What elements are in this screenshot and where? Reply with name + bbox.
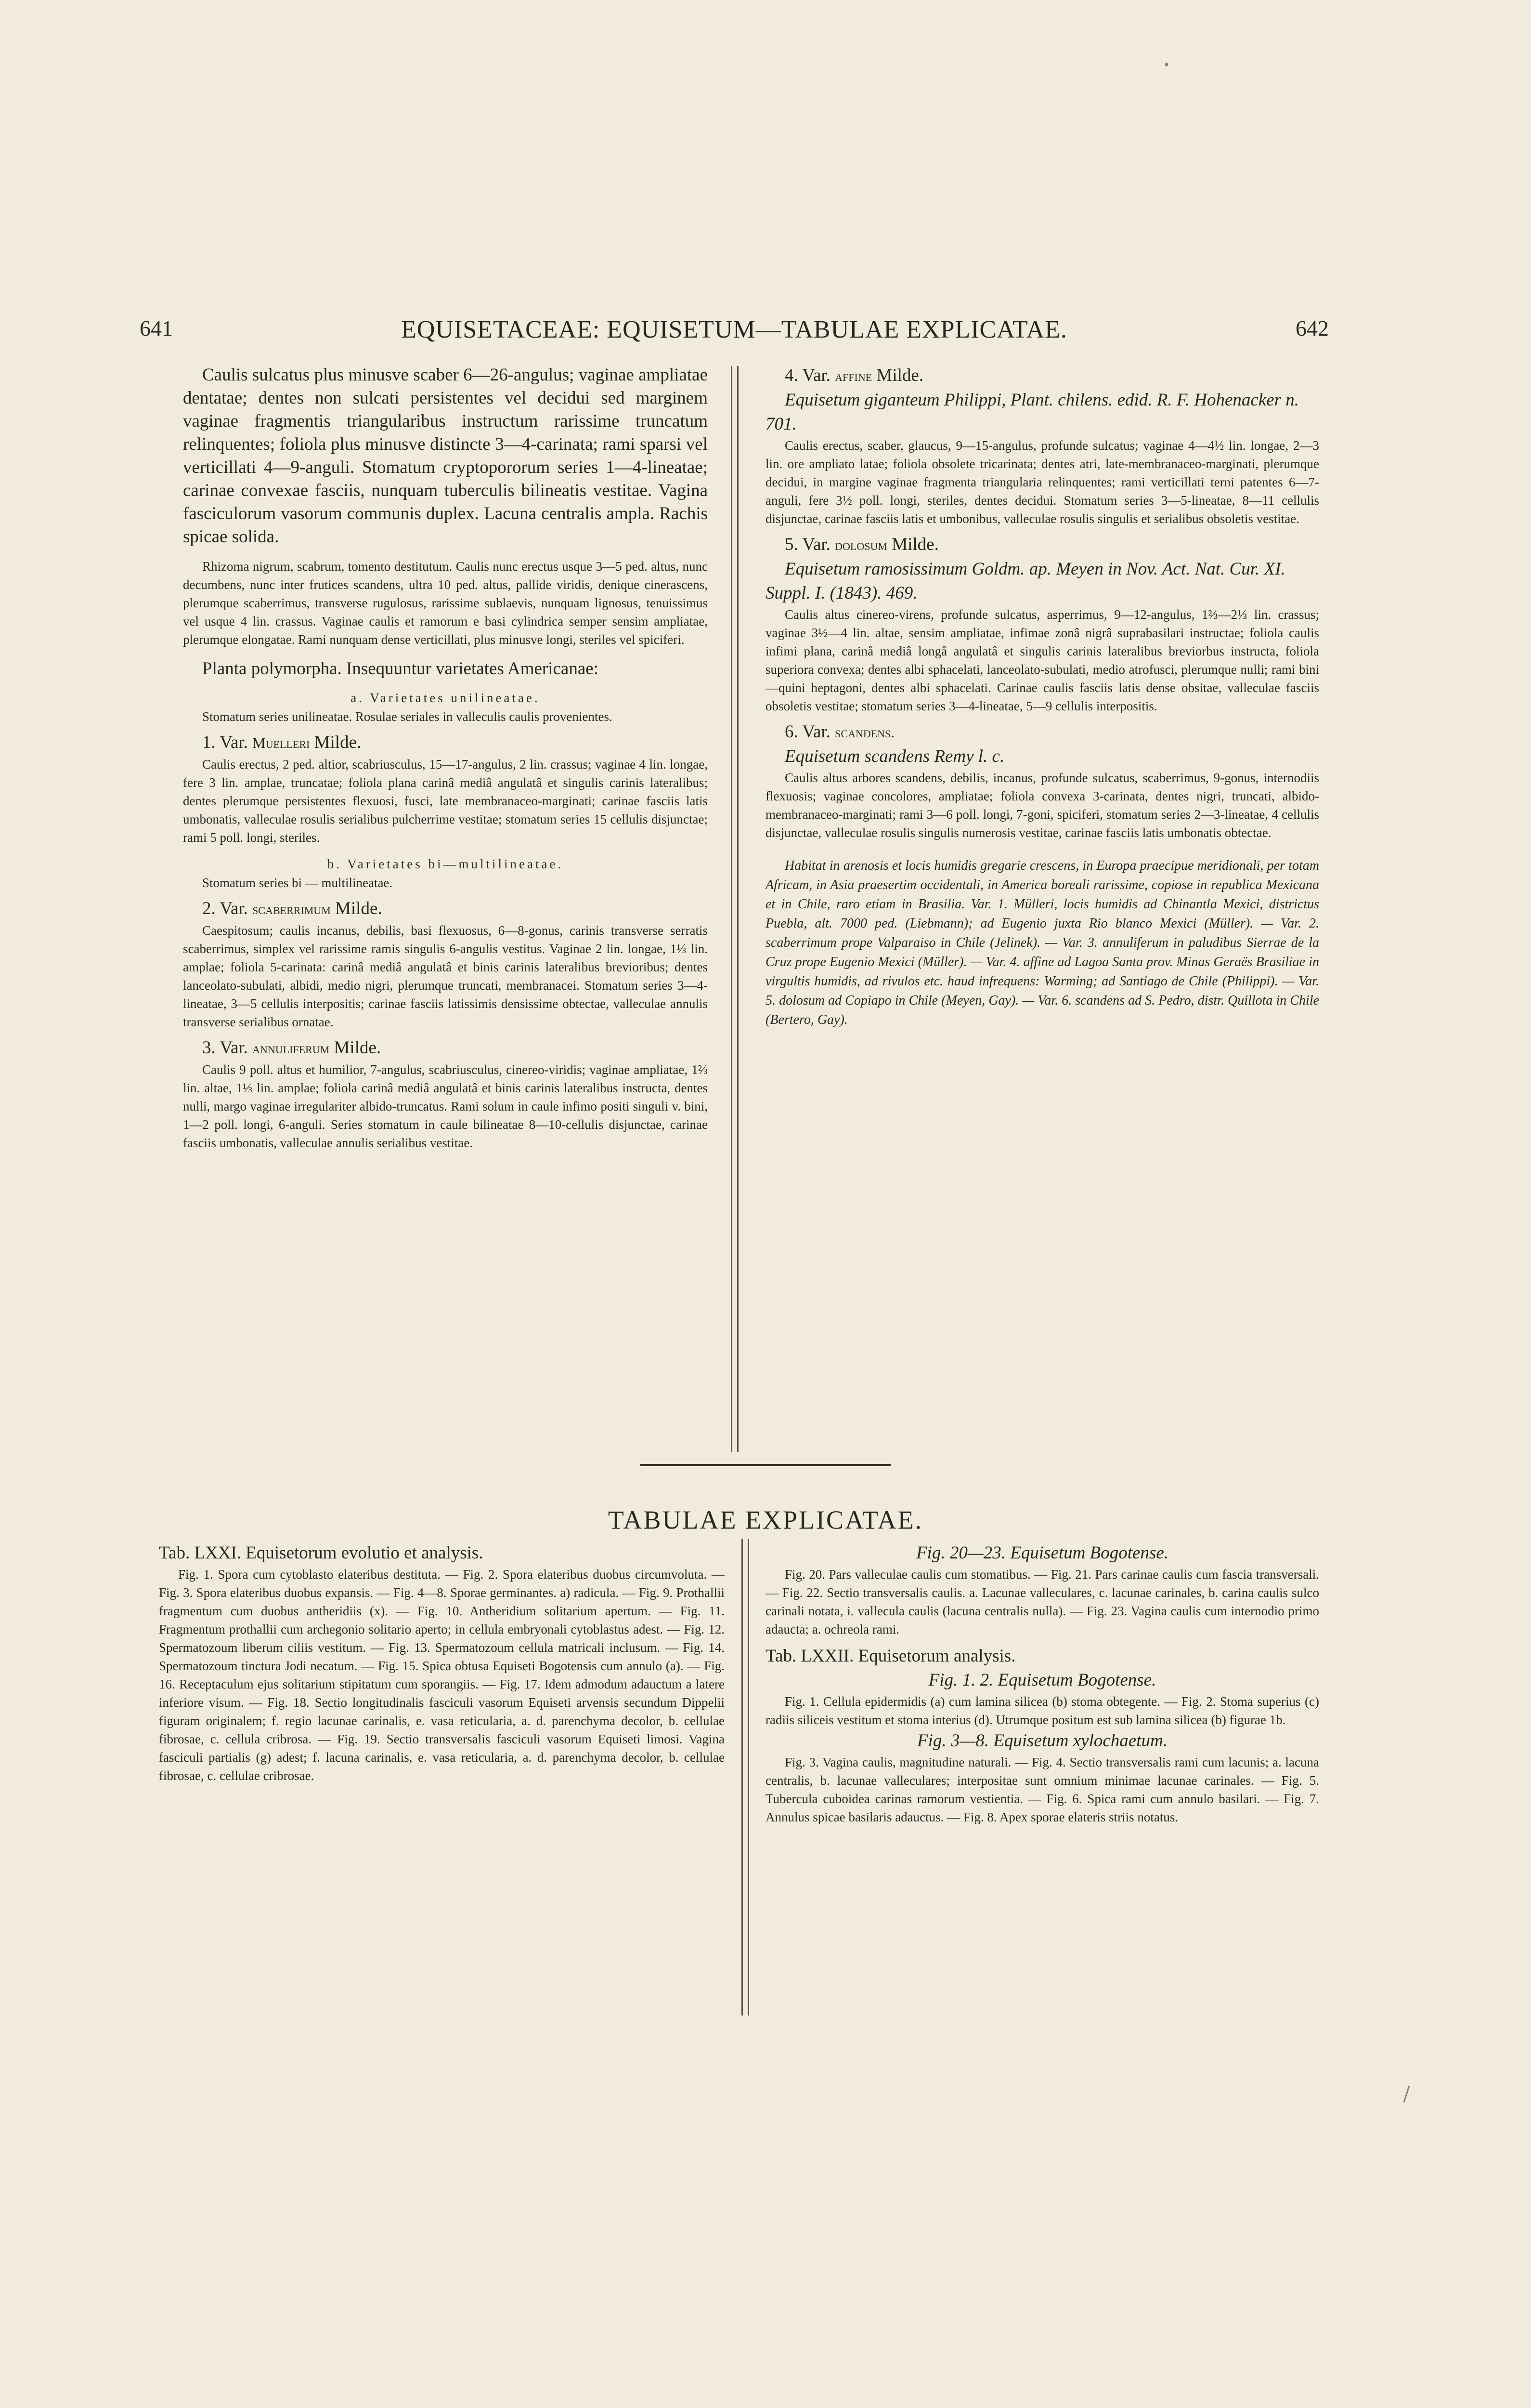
var2-text: Caespitosum; caulis incanus, debilis, basi flexuosus, 6—8-gonus, carinis transverse serratis scaberrimus, simplex vel rarissime ramis singulis 6-angulis vestitus. Vaginae 2 lin. longae, 1⅓ lin. amplae; foliola 5-carinata: carinâ mediâ angulatâ et binis carinis lateralibus brevioribus; dentes lanceolato-subulati, albidi, medio nigri, plerumque truncati, membranacei. Stomatum series 3—4-lineatae, 3—5 cellulis interpositis; carinae fasciis latissimis densissime obtectae, valleculae annulis transverse serialibus ornatae. xyxy=(183,923,708,1029)
column-divider-top xyxy=(731,366,739,1452)
fig1-2-text: Fig. 1. Cellula epidermidis (a) cum lamina silicea (b) stoma obtegente. — Fig. 2. Stoma superius (c) radiis siliceis vestitum et stoma interius (d). Utrumque positum est sub lamina silicea (b) figurae 1b. xyxy=(766,1694,1319,1727)
right-column xyxy=(766,364,1319,1452)
var5-text: Caulis altus cinereo-virens, profunde sulcatus, asperrimus, 9—12-angulus, 1⅔—2⅓ lin. crassus; vaginae 3½—4 lin. altae, sensim ampliatae, infimae zonâ nigrâ suprabasilari instructae; foliola caulis infimi plana, carinâ mediâ longâ angulatâ et singulis carinis lateralibus breviorbus instructa, foliola superiora convexa; dentes albi sphacelati, lanceolato-subulati, medio atrofusci, plerumque nulli; rami bini—quini heptagoni, dentes albi sphacelati. Carinae caulis fasciis latis dense obsitae, valleculae fasciis obsoletis vestitae; stomatum series 3—4-lineatae, 5—9 cellulis interpositis. xyxy=(766,607,1319,713)
var2-heading: 2. Var. scaberrimum Milde. xyxy=(202,899,382,918)
fig20-text: Fig. 20. Pars valleculae caulis cum stomatibus. — Fig. 21. Pars carinae caulis cum fascia transversali. — Fig. 22. Sectio transversalis caulis. a. Lacunae valleculares, c. lacunae carinales, b. carina caulis sulco carinali notata, i. vallecula caulis (lacuna centralis nulla). — Fig. 23. Vagina caulis cum internodio primo adaucta; a. ochreola rami. xyxy=(766,1567,1319,1636)
var6-text: Caulis altus arbores scandens, debilis, incanus, profunde sulcatus, scaberrimus, 9-gonus, internodiis flexuosis; vaginae concolores, ampliatae; foliola convexa 3-carinata, dentes nigri, truncati, albido-membranaceo-marginati; rami 3—6 poll. longi, 7-goni, spiciferi, stomatum series 2—3-lineatae, 4 cellulis disjunctae, valleculae rosulis singulis numerosis vestitae, carinae fasciis latis umbonatis obtectae. xyxy=(766,771,1319,840)
fig3-8-text: Fig. 3. Vagina caulis, magnitudine naturali. — Fig. 4. Sectio transversalis rami cum lacunis; a. lacuna centralis, b. lacunae valleculares; interpositae sunt omnium minimae lacunae carinales. — Fig. 5. Tubercula cuboidea carinas ramorum vestientia. — Fig. 6. Spica rami cum annulo basilari. — Fig. 7. Annulus spicae basilaris adauctus. — Fig. 8. Apex sporae elateris striis notatus. xyxy=(766,1755,1319,1824)
var4-synonym: Equisetum giganteum Philippi, Plant. chilens. edid. R. F. Hohenacker n. 701. xyxy=(766,390,1299,434)
fig3-8-heading: Fig. 3—8. Equisetum xylochaetum. xyxy=(917,1731,1168,1751)
diagnosis-paragraph: Caulis sulcatus plus minusve scaber 6—26-angulus; vaginae ampliatae dentatae; dentes non sulcati persistentes vel decidui sed marginem vaginae fragmentis triangularibus instructum rarissime truncatum relinquentes; foliola plus minusve distincte 3—4-carinata; rami sparsi vel verticillati 4—9-anguli. Stomatum cryptopororum series 1—4-lineatae; carinae convexae fasciis, nunquam tuberculis bilineatis vestitae. Vagina fasciculorum vasorum communis duplex. Lacuna centralis ampla. Rachis spicae solida. xyxy=(183,365,708,547)
column-divider-bottom xyxy=(741,1539,749,2015)
subheading-b: b. Varietates bi—multilineatae. xyxy=(327,857,564,871)
subheading-a: a. Varietates unilineatae. xyxy=(350,691,540,705)
left-column xyxy=(183,364,708,1452)
var5-synonym: Equisetum ramosissimum Goldm. ap. Meyen in Nov. Act. Nat. Cur. XI. Suppl. I. (1843). 469. xyxy=(766,559,1285,603)
var1-heading: 1. Var. Muelleri Milde. xyxy=(202,733,362,752)
page-number-left: 641 xyxy=(140,316,173,340)
plate-71-text: Fig. 1. Spora cum cytoblasto elateribus destituta. — Fig. 2. Spora elateribus duobus circumvoluta. — Fig. 3. Spora elateribus duobus expansis. — Fig. 4—8. Sporae germinantes. a) radicula. — Fig. 9. Prothallii fragmentum cum duobus antheridiis (x). — Fig. 10. Antheridium solitarium apertum. — Fig. 11. Fragmentum prothallii cum archegonio solitario aperto; in cellula embryonali cytoblastus adest. — Fig. 12. Spermatozoum liberum ciliis vestitum. — Fig. 13. Spermatozoum cellula matricali inclusum. — Fig. 14. Spermatozoum tinctura Jodi necatum. — Fig. 15. Spica obtusa Equiseti Bogotensis cum annulo (a). — Fig. 16. Receptaculum ejus solitarium stipitatum cum sporangiis. — Fig. 17. Idem admodum adauctum a latere inferiore visum. — Fig. 18. Sectio longitudinalis fasciculi vasorum Equiseti arvensis secundum Dippelii figuram originalem; f. regio lacunae carinalis, e. vasa reticularia, a. d. parenchyma decolor, b. cellulae fibrosae, c. cellula cribrosa. — Fig. 19. Sectio transversalis fasciculi vasorum Equiseti limosi. Vagina fasciculi partialis (g) adest; f. lacuna carinalis, e. vasa reticularia, a. d. parenchyma decolor, b. cellulae fibrosae, c. cellulae cribrosae. xyxy=(159,1567,725,1783)
habitat-paragraph: Habitat in arenosis et locis humidis gregarie crescens, in Europa praecipue meridionali, per totam Africam, in Asia praesertim occidentali, in America boreali rarissime, copiose in republica Mexicana et in Chile, raro etiam in Brasilia. Var. 1. Mülleri, locis humidis ad Chinantla Mexici, districtus Puebla, alt. 7000 ped. (Liebmann); ad Eugenio juxta Rio blanco Mexici (Müller). — Var. 2. scaberrimum prope Valparaiso in Chile (Jelinek). — Var. 3. annuliferum in paludibus Sierrae de la Cruz prope Eugenio Mexici (Müller). — Var. 4. affine ad Lagoa Santa prov. Minas Geraës Brasiliae in virgultis humidis, ad rivulos etc. haud infrequens: Warming; ad Santiago de Chile (Philippi). — Var. 5. dolosum ad Copiapo in Chile (Meyen, Gay). — Var. 6. scandens ad S. Pedro, distr. Quillota in Chile (Bertero, Gay). xyxy=(766,858,1319,1027)
var4-text: Caulis erectus, scaber, glaucus, 9—15-angulus, profunde sulcatus; vaginae 4—4½ lin. longae, 2—3 lin. ore ampliato latae; foliola obsolete tricarinata; dentes atri, late-membranaceo-marginati, plerumque decidui, in margine vaginae fragmenta triangularia relinquentes; rami verticillati terni patentes 6—7-anguli, fere 3½ poll. longi, steriles, dentes decidui. Stomatum series 3—5-lineatae, 8—11 cellulis disjunctae, carinae fasciis latis et umbonibus, valleculae rosulis singulis et serialibus obsoletis vestitae. xyxy=(766,438,1319,526)
var3-heading: 3. Var. annuliferum Milde. xyxy=(202,1038,381,1058)
var1-text: Caulis erectus, 2 ped. altior, scabriusculus, 15—17-angulus, 2 lin. crassus; vaginae 4 lin. longae, fere 3 lin. amplae, truncatae; foliola plana carinâ mediâ angulatâ et singulis carinis lateralibus; dentes plerumque persistentes flexuosi, fusci, late membranaceo-marginati; carinae fasciis latis umbonatis, valleculae rosulis serialibus pulcherrime vestitae; stomatum series 15 cellulis disjunctae; rami 5 poll. longi, steriles. xyxy=(183,757,708,845)
running-title: EQUISETACEAE: EQUISETUM—TABULAE EXPLICATAE. xyxy=(401,316,1067,343)
var4-heading: 4. Var. affine Milde. xyxy=(785,366,924,385)
plate-71-heading: Tab. LXXI. Equisetorum evolutio et analysis. xyxy=(159,1543,483,1563)
var6-heading: 6. Var. scandens. xyxy=(785,722,895,742)
section-title: TABULAE EXPLICATAE. xyxy=(608,1505,923,1534)
description-paragraph: Rhizoma nigrum, scabrum, tomento destitutum. Caulis nunc erectus usque 3—5 ped. altus, nunc decumbens, nunc inter frutices scandens, ultra 10 ped. altus, pallide viridis, denique cinerascens, plerumque scaberrimus, transverse rugulosus, rarissime sublaevis, nunquam lignosus, tenuissimus vel usque 4 lin. crassus. Vaginae caulis et ramorum e basi cylindrica semper sensim ampliatae, plerumque elongatae. Rami nunquam dense verticillati, plus minusve longi, steriles vel spiciferi. xyxy=(183,559,708,647)
plate-72-column xyxy=(766,1541,1319,2023)
subheading-a-text: Stomatum series unilineatae. Rosulae seriales in valleculis caulis provenientes. xyxy=(202,709,612,724)
section-rule xyxy=(640,1464,891,1466)
plate-72-heading: Tab. LXXII. Equisetorum analysis. xyxy=(766,1646,1016,1666)
page-header xyxy=(140,315,1329,354)
var3-text: Caulis 9 poll. altus et humilior, 7-angulus, scabriusculus, cinereo-viridis; vaginae ampliatae, 1⅔ lin. altae, 1⅓ lin. amplae; foliola carinâ mediâ angulatâ et binis carinis lateralibus instructa, dentes nulli, margo vaginae irregulariter albido-truncatus. Rami solum in caule infimo positi singuli v. bini, 1—2 poll. longi, 6-anguli. Series stomatum in caule bilineatae 8—10-cellulis disjunctae, carinae fasciis umbonatis, valleculae annulis serialibus vestitae. xyxy=(183,1062,708,1150)
var5-heading: 5. Var. dolosum Milde. xyxy=(785,535,939,554)
fig20-heading: Fig. 20—23. Equisetum Bogotense. xyxy=(916,1543,1169,1563)
subheading-b-text: Stomatum series bi — multilineatae. xyxy=(202,876,393,890)
plate-71-column xyxy=(159,1541,725,2023)
var6-synonym: Equisetum scandens Remy l. c. xyxy=(785,746,1005,766)
fig1-2-heading: Fig. 1. 2. Equisetum Bogotense. xyxy=(928,1670,1156,1690)
polymorpha-paragraph: Planta polymorpha. Insequuntur varietates Americanae: xyxy=(202,659,598,679)
paper-speck xyxy=(1165,63,1168,66)
pencil-mark xyxy=(1403,2085,1410,2102)
page-number-right: 642 xyxy=(1296,316,1329,340)
